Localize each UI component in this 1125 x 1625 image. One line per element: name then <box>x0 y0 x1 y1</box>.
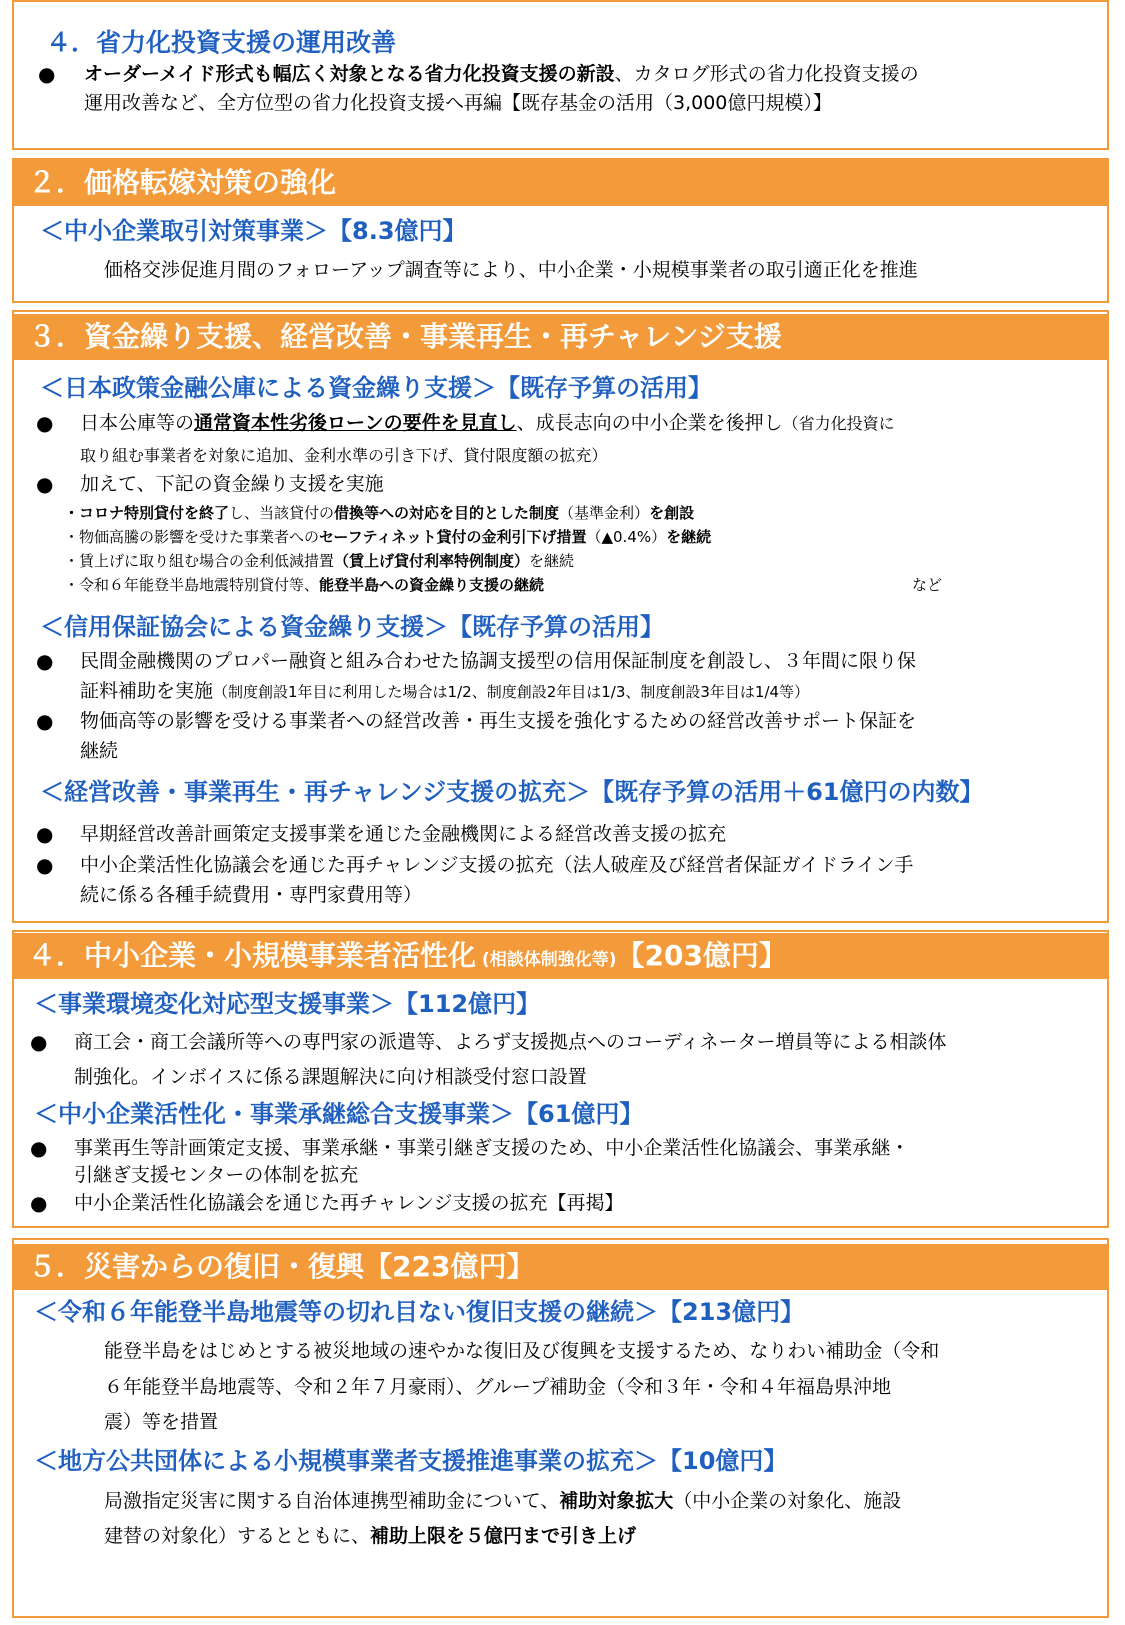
section-4-subheading-2: ＜中小企業活性化・事業承継総合支援事業＞【61億円】 <box>34 1100 644 1128</box>
section-3-item-2 <box>64 527 711 548</box>
section-3-support-bullet-2-line2: 続に係る各種手続費用・専門家費用等） <box>80 884 423 906</box>
section-3-credit-bullet-1-line1: 民間金融機関のプロパー融資と組み合わせた協調支援型の信用保証制度を創設し、３年間に限り保 <box>80 650 917 672</box>
text-span: 、成長志向の中小企業を後押し <box>516 412 783 434</box>
text-span: ・賃上げに取り組む場合の金利低減措置 <box>64 552 335 570</box>
bullet-icon: ● <box>36 822 54 846</box>
section-4-bullet-2-line1: 事業再生等計画策定支援、事業承継・事業引継ぎ支援のため、中小企業活性化協議会、事業承継・ <box>74 1137 910 1159</box>
section-3-bullet-1-line1 <box>80 409 895 438</box>
bullet-icon: ● <box>36 472 54 496</box>
small-text: （省力化投資に <box>782 414 895 433</box>
header-small-text: (相談体制強化等) <box>476 950 617 970</box>
text-span: （中小企業の対象化、施設 <box>673 1490 902 1512</box>
bullet-icon: ● <box>36 649 54 673</box>
text-span: 証料補助を実施 <box>80 680 214 702</box>
section-3-item-1 <box>64 503 694 524</box>
bold-text: セーフティネット貸付の金利引下げ措置 <box>319 528 587 546</box>
section-3-credit-bullet-2-line1: 物価高等の影響を受ける事業者への経営改善・再生支援を強化するための経営改善サポート保証を <box>80 710 917 732</box>
bold-text: （賃上げ貸付利率特例制度） <box>334 552 530 570</box>
bold-text: ・コロナ特別貸付を終了 <box>64 504 230 522</box>
section-1-title: ４．省力化投資支援の運用改善 <box>46 28 397 57</box>
text-span: ・物価高騰の影響を受けた事業者への <box>64 528 320 546</box>
section-1-bullet-rest: 、カタログ形式の省力化投資支援の <box>614 63 919 85</box>
text-span: し、当該貸付の <box>229 504 335 522</box>
bold-text: 借換等への対応を目的とした制度 <box>334 504 560 522</box>
bullet-icon: ● <box>36 853 54 877</box>
header-amount: 【203億円】 <box>616 939 787 972</box>
section-5-text-1-line2: ６年能登半島地震等、令和２年７月豪雨）、グループ補助金（令和３年・令和４年福島県沖地 <box>104 1376 891 1398</box>
section-1-bullet-line2: 運用改善など、全方位型の省力化投資支援へ再編【既存基金の活用（3,000億円規模）】 <box>84 92 832 114</box>
section-3-bullet-2: 加えて、下記の資金繰り支援を実施 <box>80 473 384 495</box>
bullet-icon: ● <box>38 62 56 86</box>
bold-text: を継続 <box>666 528 712 546</box>
text-span: を継続 <box>529 552 575 570</box>
bullet-icon: ● <box>30 1191 48 1215</box>
section-3-item-3 <box>64 551 574 572</box>
section-3-item-4-etc: など <box>912 576 943 594</box>
header-text: ４．中小企業・小規模事業者活性化 <box>28 939 477 972</box>
text-span: 日本公庫等の <box>80 412 195 434</box>
section-4-header <box>12 933 1109 979</box>
bullet-icon: ● <box>36 709 54 733</box>
text-span: （▲0.4%） <box>586 528 667 546</box>
section-2-subheading: ＜中小企業取引対策事業＞【8.3億円】 <box>40 217 467 245</box>
text-span: 局激指定災害に関する自治体連携型補助金について、 <box>104 1490 560 1512</box>
section-5-subheading-2: ＜地方公共団体による小規模事業者支援推進事業の拡充＞【10億円】 <box>34 1447 788 1475</box>
bullet-icon: ● <box>36 411 54 435</box>
bold-text: を創設 <box>649 504 695 522</box>
text-span: 建替の対象化）するとともに、 <box>104 1525 371 1547</box>
section-4-bullet-2-line2: 引継ぎ支援センターの体制を拡充 <box>74 1164 359 1186</box>
section-3-item-4 <box>64 575 544 596</box>
section-3-support-bullet-2-line1: 中小企業活性化協議会を通じた再チャレンジ支援の拡充（法人破産及び経営者保証ガイドライン手 <box>80 854 914 876</box>
section-3-credit-bullet-2-line2: 継続 <box>80 740 119 762</box>
bold-text: 能登半島への資金繰り支援の継続 <box>319 576 545 594</box>
section-5-header: ５．災害からの復旧・復興【223億円】 <box>12 1244 1109 1290</box>
underlined-bold-text: 通常資本性劣後ローンの要件を見直し <box>194 412 517 434</box>
section-5-subheading-1: ＜令和６年能登半島地震等の切れ目ない復旧支援の継続＞【213億円】 <box>34 1298 805 1326</box>
bold-text: 補助対象拡大 <box>559 1490 674 1512</box>
bullet-icon: ● <box>30 1136 48 1160</box>
section-5-text-2-line2 <box>104 1522 636 1551</box>
section-2-header: ２．価格転嫁対策の強化 <box>12 160 1109 206</box>
section-4-bullet-3: 中小企業活性化協議会を通じた再チャレンジ支援の拡充【再掲】 <box>74 1192 624 1214</box>
section-3-subheading-2: ＜信用保証協会による資金繰り支援＞【既存予算の活用】 <box>40 613 664 641</box>
section-1-bullet-line1 <box>84 60 919 89</box>
text-span: （基準金利） <box>559 504 650 522</box>
section-4-bullet-1-line2: 制強化。インボイスに係る課題解決に向け相談受付窓口設置 <box>74 1066 587 1088</box>
section-3-subheading-1: ＜日本政策金融公庫による資金繰り支援＞【既存予算の活用】 <box>40 374 712 402</box>
section-4-bullet-1-line1: 商工会・商工会議所等への専門家の派遣等、よろず支援拠点へのコーディネーター増員等による相談体 <box>74 1031 947 1053</box>
section-4-subheading-1: ＜事業環境変化対応型支援事業＞【112億円】 <box>34 990 541 1018</box>
bold-text: 補助上限を５億円まで引き上げ <box>370 1525 637 1547</box>
section-3-header: ３．資金繰り支援、経営改善・事業再生・再チャレンジ支援 <box>12 314 1109 360</box>
section-3-subheading-3: ＜経営改善・事業再生・再チャレンジ支援の拡充＞【既存予算の活用＋61億円の内数】 <box>40 778 984 806</box>
section-1-bullet-bold: オーダーメイド形式も幅広く対象となる省力化投資支援の新設 <box>84 63 615 85</box>
section-2-text: 価格交渉促進月間のフォローアップ調査等により、中小企業・小規模事業者の取引適正化を推進 <box>104 259 918 281</box>
section-5-text-1-line3: 震）等を措置 <box>104 1411 219 1433</box>
section-5-text-2-line1 <box>104 1487 901 1516</box>
section-3-credit-bullet-1-line2 <box>80 677 809 707</box>
small-text: （制度創設1年目に利用した場合は1/2、制度創設2年目は1/3、制度創設3年目は1/4等） <box>213 683 810 701</box>
text-span: ・令和６年能登半島地震特別貸付等、 <box>64 576 320 594</box>
bullet-icon: ● <box>30 1030 48 1054</box>
section-5-text-1-line1: 能登半島をはじめとする被災地域の速やかな復旧及び復興を支援するため、なりわい補助金（令和 <box>104 1340 940 1362</box>
section-3-bullet-1-line2: 取り組む事業者を対象に追加、金利水準の引き下げ、貸付限度額の拡充） <box>80 446 608 465</box>
section-3-support-bullet-1: 早期経営改善計画策定支援事業を通じた金融機関による経営改善支援の拡充 <box>80 823 727 845</box>
